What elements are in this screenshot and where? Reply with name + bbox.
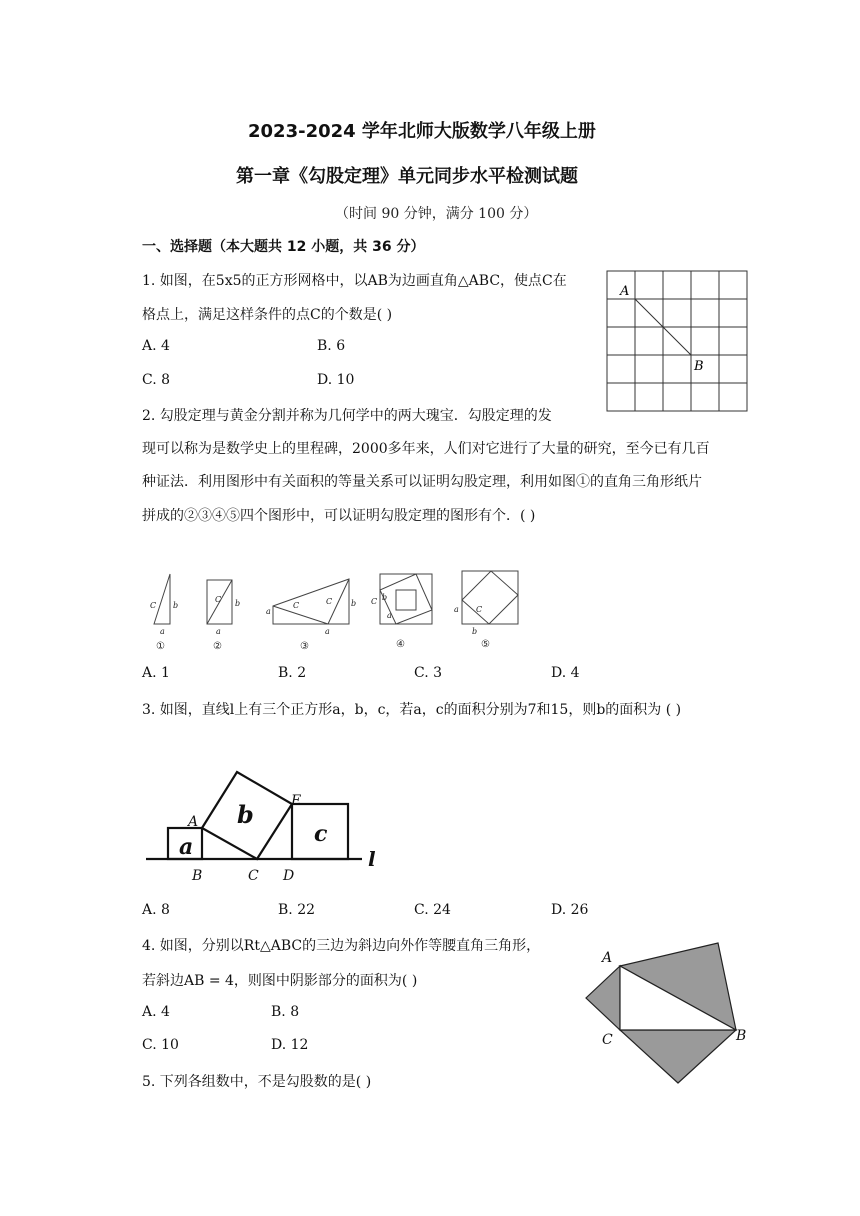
q2-fig5-b-label: b xyxy=(472,627,478,636)
q4-shaded-triangle-bc xyxy=(620,1030,736,1083)
q4-line-2: 若斜边AB = 4，则图中阴影部分的面积为( ) xyxy=(142,973,418,989)
q2-option-b: B. 2 xyxy=(278,665,307,681)
q2-fig4-b-label: b xyxy=(382,593,388,602)
exam-subtitle: （时间 90 分钟，满分 100 分） xyxy=(335,206,538,222)
q4-point-c: C xyxy=(602,1032,613,1048)
q4-shaded-triangle-ac xyxy=(586,966,620,1030)
q3-option-c: C. 24 xyxy=(414,902,451,918)
q2-option-c: C. 3 xyxy=(414,665,443,681)
q4-triangles-figure xyxy=(578,938,758,1090)
q2-fig1-number: ① xyxy=(156,641,165,652)
q2-fig5-number: ⑤ xyxy=(481,639,490,650)
q2-fig3-a-label-bottom: a xyxy=(325,627,330,636)
q3-line-1: 3. 如图，直线l上有三个正方形a，b，c，若a，c的面积分别为7和15，则b的面积为 ( ) xyxy=(142,702,682,718)
q1-line-2: 格点上，满足这样条件的点C的个数是( ) xyxy=(142,307,393,323)
q2-fig2-a-label: a xyxy=(216,627,221,636)
title-line-1: 2023-2024 学年北师大版数学八年级上册 xyxy=(248,121,596,142)
q2-option-a: A. 1 xyxy=(142,665,170,681)
q3-squares-figure xyxy=(140,760,390,885)
q2-fig3-trapezoid xyxy=(273,579,349,624)
q2-option-d: D. 4 xyxy=(551,665,580,681)
q2-line-3: 种证法．利用图形中有关面积的等量关系可以证明勾股定理，利用如图①的直角三角形纸片 xyxy=(142,474,702,490)
q3-label-c: c xyxy=(314,821,328,847)
q3-label-a: a xyxy=(179,834,194,860)
q2-fig1-b-label: b xyxy=(173,601,179,610)
q1-option-b: B. 6 xyxy=(317,338,346,354)
q3-label-b: b xyxy=(237,800,254,829)
q2-fig5-c-label: C xyxy=(476,605,483,614)
q2-fig4-number: ④ xyxy=(396,639,405,650)
q2-fig3-c-label-left: C xyxy=(293,601,300,610)
q3-point-d: D xyxy=(283,868,295,884)
q4-point-a: A xyxy=(602,950,613,966)
q3-option-a: A. 8 xyxy=(142,902,170,918)
q3-point-a: A xyxy=(188,814,199,830)
q3-option-b: B. 22 xyxy=(278,902,316,918)
q2-fig2-b-label: b xyxy=(235,599,241,608)
q2-fig4-c-label: C xyxy=(371,597,378,606)
q1-point-b-label: B xyxy=(694,359,704,374)
q3-point-c: C xyxy=(248,868,259,884)
q2-fig3-a-label-left: a xyxy=(266,607,271,616)
q2-figures xyxy=(138,562,528,656)
q2-fig5-a-label: a xyxy=(454,605,459,614)
q2-fig2-c-label: C xyxy=(215,595,222,604)
section-heading: 一、选择题（本大题共 12 小题，共 36 分） xyxy=(142,239,425,255)
q1-grid-figure xyxy=(600,268,752,414)
q4-option-d: D. 12 xyxy=(271,1037,309,1053)
q4-option-b: B. 8 xyxy=(271,1004,300,1020)
q3-option-d: D. 26 xyxy=(551,902,589,918)
q2-fig4-a-label: a xyxy=(387,611,392,620)
title-line-2: 第一章《勾股定理》单元同步水平检测试题 xyxy=(236,166,578,187)
q3-point-b: B xyxy=(192,868,203,884)
q2-line-1: 2. 勾股定理与黄金分割并称为几何学中的两大瑰宝．勾股定理的发 xyxy=(142,408,552,424)
q4-line-1: 4. 如图，分别以Rt△ABC的三边为斜边向外作等腰直角三角形， xyxy=(142,938,541,954)
q2-line-4: 拼成的②③④⑤四个图形中，可以证明勾股定理的图形有个．( ) xyxy=(142,508,536,524)
q1-option-a: A. 4 xyxy=(142,338,170,354)
q1-point-a-label: A xyxy=(620,284,630,299)
q2-fig2-number: ② xyxy=(213,641,222,652)
q1-line-1: 1. 如图，在5x5的正方形网格中，以AB为边画直角△ABC，使点C在 xyxy=(142,273,567,289)
q2-fig5-square xyxy=(462,571,518,624)
q3-line-label: l xyxy=(368,847,376,871)
q2-fig3-number: ③ xyxy=(300,641,309,652)
q4-option-a: A. 4 xyxy=(142,1004,170,1020)
q4-option-c: C. 10 xyxy=(142,1037,179,1053)
q2-fig1-c-label: C xyxy=(150,601,157,610)
q1-option-c: C. 8 xyxy=(142,372,171,388)
q2-fig3-b-label: b xyxy=(351,599,357,608)
q4-point-b: B xyxy=(736,1028,747,1044)
q1-option-d: D. 10 xyxy=(317,372,355,388)
q2-fig3-c-label-right: C xyxy=(326,597,333,606)
q5-line-1: 5. 下列各组数中，不是勾股数的是( ) xyxy=(142,1074,372,1090)
q3-point-e: E xyxy=(291,793,302,809)
q2-fig1-triangle xyxy=(154,574,170,624)
q2-fig1-a-label: a xyxy=(160,627,165,636)
q2-line-2: 现可以称为是数学史上的里程碑，2000多年来，人们对它进行了大量的研究，至今已有几百 xyxy=(142,441,710,457)
